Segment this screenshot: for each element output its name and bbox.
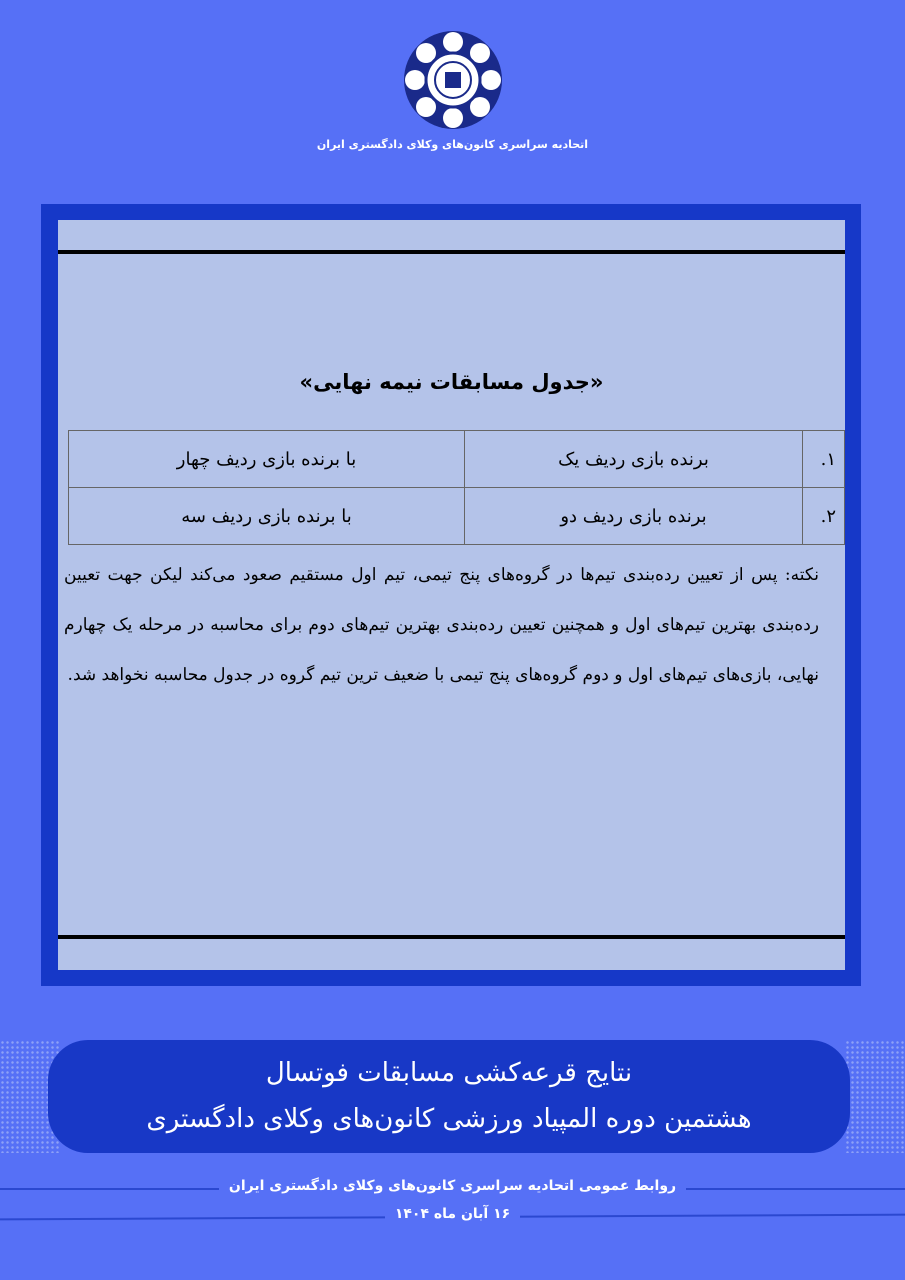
- date-text: ۱۶ آبان ماه ۱۴۰۴: [385, 1206, 520, 1222]
- bottom-rule: [58, 935, 845, 939]
- publisher-text: روابط عمومی اتحادیه سراسری کانون‌های وکلای دادگستری ایران: [219, 1178, 686, 1194]
- headline-banner: [48, 1040, 850, 1153]
- table-row: [69, 488, 845, 545]
- document-title: «جدول مسابقات نیمه نهایی»: [299, 370, 604, 394]
- document-panel: [58, 220, 845, 970]
- note-text: نکته: پس از تعیین رده‌بندی تیم‌ها در گروه‌های پنج تیمی، تیم اول مستقیم صعود می‌کند لیکن جهت تعیین رده‌بندی بهترین تیم‌های اول و همچنین تعیین رده‌بندی بهترین تیم‌های دوم برای محاسبه در مرحله یک چهارم نهایی، بازی‌های تیم‌های اول و دوم گروه‌های پنج تیمی با ضعیف ترین تیم گروه در جدول محاسبه نخواهد شد.: [64, 565, 819, 685]
- team-b: با برنده بازی ردیف سه: [69, 488, 465, 545]
- headline-line-2: هشتمین دوره المپیاد ورزشی کانون‌های وکلای دادگستری: [146, 1104, 752, 1134]
- document-frame: [41, 204, 861, 986]
- row-number: ۲.: [803, 488, 845, 545]
- team-a: برنده بازی ردیف دو: [465, 488, 803, 545]
- organization-logo: [403, 30, 503, 130]
- matches-table: [68, 430, 845, 545]
- headline-line-1: نتایج قرعه‌کشی مسابقات فوتسال: [265, 1058, 633, 1088]
- top-rule: [58, 250, 845, 254]
- team-a: برنده بازی ردیف یک: [465, 431, 803, 488]
- organization-name: اتحادیه سراسری کانون‌های وکلای دادگستری ایران: [316, 138, 589, 151]
- row-number: ۱.: [803, 431, 845, 488]
- table-row: [69, 431, 845, 488]
- team-b: با برنده بازی ردیف چهار: [69, 431, 465, 488]
- dot-pattern-right: [845, 1040, 905, 1153]
